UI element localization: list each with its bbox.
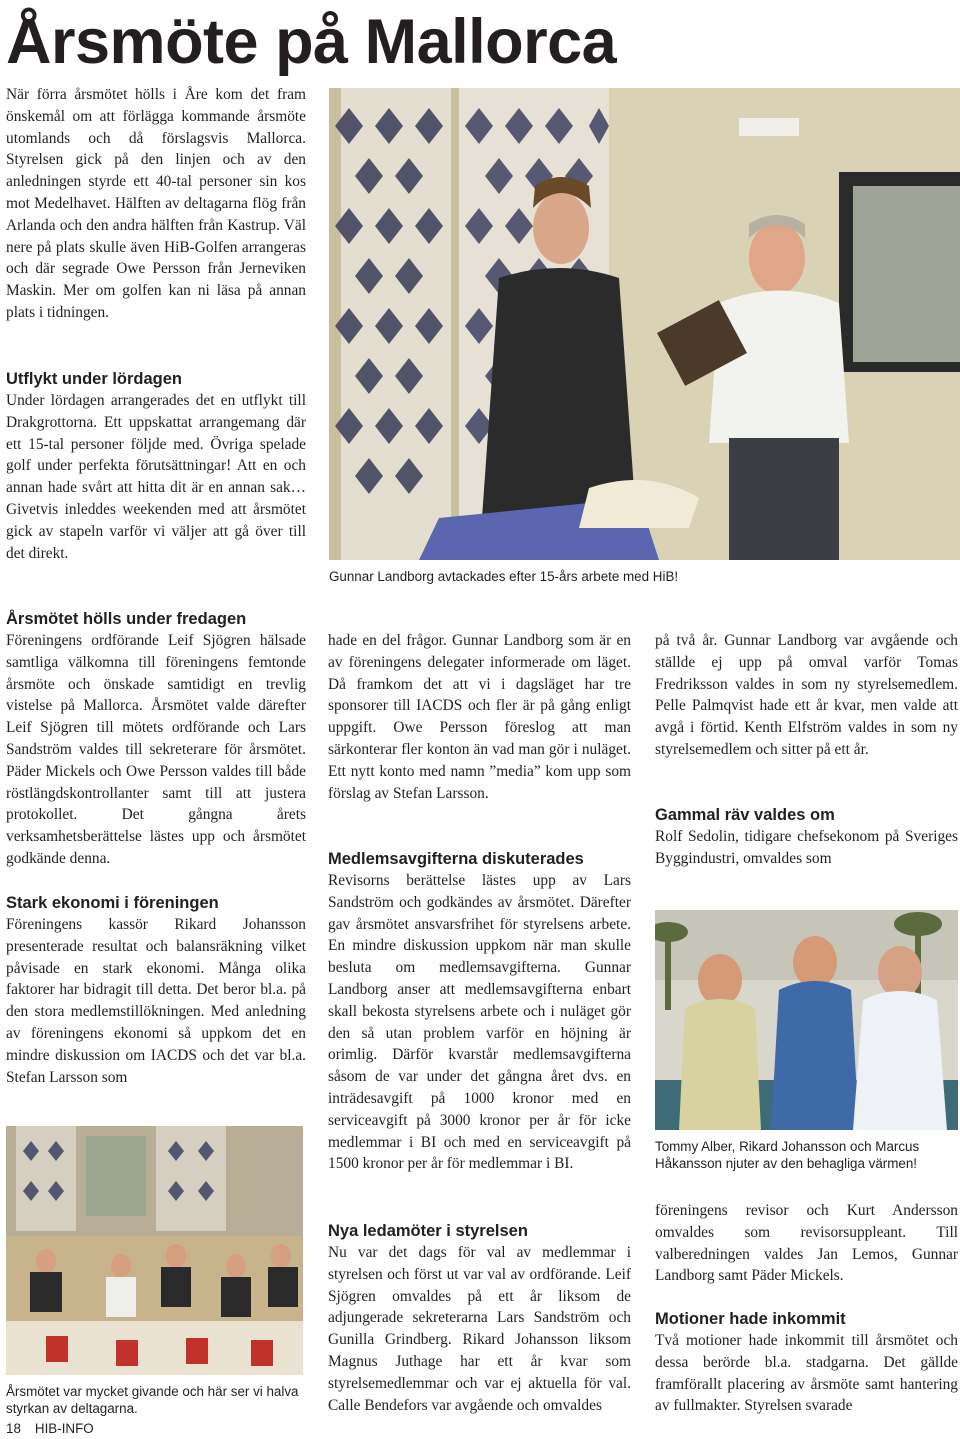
section-ledamoter	[328, 1220, 631, 1416]
section-motioner	[655, 1308, 958, 1417]
section-heading: Utflykt under lördagen	[6, 370, 183, 388]
section-text: Under lördagen arrangerades det en utflykt till Drakgrottorna. Ett uppskattat arrangemang där ett 15-tal personer följde med. Övriga spelade golf under perfekta förutsättningar! Att en och annan hade svårt att hitta dit är en annan sak… Givetvis inleddes weekenden med att årsmötet gick av stapeln varför vi väljer att gå över till det direkt.	[6, 392, 306, 562]
section-medlemsavgifter	[328, 848, 631, 1175]
section-heading: Nya ledamöter i styrelsen	[328, 1222, 528, 1240]
section-gammal	[655, 804, 958, 870]
section-text: Revisorns berättelse lästes upp av Lars Sandström och godkändes av årsmötet. Därefter gav årsmötet ansvarsfrihet för styrelsens arbete. En mindre diskussion uppkom när man skulle besluta om medlemsavgifterna. Gunnar Landborg anser att medlemsavgifterna enbart skall bekosta styrelsens arbete och i nuläget gör den så utan problem varför en höjning är orimlig. Därför kvarstår medlemsavgifterna såsom de var under det gångna året dvs. en inträdesavgift på 1000 kronor med en serviceavgift på 3000 kronor per år för icke medlemmar i BI och med en serviceavgift på 1500 kronor per år för medlemmar i BI.	[328, 872, 631, 1173]
section-heading: Medlemsavgifterna diskuterades	[328, 850, 584, 868]
group-photo	[655, 910, 958, 1130]
section-text: Föreningens kassör Rikard Johansson presenterade resultat och balansräkning vilket påvisade en stark ekonomi. Många olika faktorer har bidragit till detta. Det beror bl.a. på den stora medlemstillökningen. Med anledning av föreningens ekonomi så uppkom det en mindre diskussion om IACDS och det var bl.a. Stefan Larsson som	[6, 916, 306, 1086]
intro-paragraph: När förra årsmötet hölls i Åre kom det fram önskemål om att förlägga kommande årsmöte utomlands och då förslagsvis Mallorca. Styrelsen gick på den linjen och av den anledningen styrde ett 40-tal personer sin kos mot Medelhavet. Hälften av deltagarna flög från Arlanda och den andra hälften från Kastrup. Väl nere på plats skulle även HiB-Golfen arrangeras och där segrade Owe Persson från Jerneviken Maskin. Mer om golfen kan ni läsa på annan plats i tidningen.	[6, 86, 306, 321]
meeting-photo	[6, 1126, 303, 1375]
column-3-intro	[655, 630, 958, 761]
section-text: hade en del frågor. Gunnar Landborg som är en av föreningens delegater informerade om läget. Då framkom det att vi i dagsläget har tre sponsorer till IACDS och fler är på gång enligt uppgift. Owe Persson föreslog att man särkonterar fler konton än vad man gör i nuläget. Ett nytt konto med namn ”media” kom upp som förslag av Stefan Larsson.	[328, 632, 631, 802]
section-utflykt	[6, 368, 306, 564]
section-fredagen	[6, 608, 306, 870]
group-photo-caption: Tommy Alber, Rikard Johansson och Marcus Håkansson njuter av den behagliga värmen!	[655, 1139, 920, 1171]
meeting-photo-caption: Årsmötet var mycket givande och här ser vi halva styrkan av deltagarna.	[6, 1384, 299, 1416]
main-photo	[329, 88, 960, 560]
publication-name: HIB-INFO	[34, 1421, 94, 1436]
section-ekonomi	[6, 892, 306, 1088]
section-text: Två motioner hade inkommit till årsmötet och dessa berörde bl.a. stadgarna. Det gällde framförallt placering av årsmöte samt hantering av fullmakter. Styrelsen svarade	[655, 1332, 958, 1415]
intro-column	[6, 84, 306, 324]
section-text: Nu var det dags för val av medlemmar i styrelsen och först ut var val av ordförande. Leif Sjögren omvaldes på ett år liksom de adjungerade sekreterarna Lars Sandström och Gunilla Grindberg. Rikard Johansson liksom Magnus Juthage har ett år kvar som styrelsemedlemmar och var ej aktuella för val. Calle Bendefors var avgående och omvaldes	[328, 1244, 631, 1414]
section-text: på två år. Gunnar Landborg var avgående och ställde ej upp på omval varför Tomas Fredriksson valdes in som ny styrelsemedlem. Pelle Palmqvist hade ett år kvar, men valde att avgå i förtid. Kenth Elfström valdes in som ny styrelsemedlem och sitter på ett år.	[655, 632, 958, 758]
page-footer	[6, 1420, 94, 1438]
page-number: 18	[6, 1421, 21, 1436]
page-title: Årsmöte på Mallorca	[6, 7, 617, 77]
section-text: Rolf Sedolin, tidigare chefsekonom på Sveriges Byggindustri, omvaldes som	[655, 828, 958, 867]
main-photo-caption: Gunnar Landborg avtackades efter 15-års arbete med HiB!	[329, 569, 679, 584]
section-text: föreningens revisor och Kurt Andersson omvaldes som revisorsuppleant. Till valberedningen valdes Jan Lemos, Gunnar Landborg samt Päder Mickels.	[655, 1202, 958, 1285]
section-heading: Gammal räv valdes om	[655, 806, 835, 824]
section-heading: Årsmötet hölls under fredagen	[6, 610, 247, 628]
section-heading: Motioner hade inkommit	[655, 1310, 846, 1328]
column-2-intro	[328, 630, 631, 804]
section-text: Föreningens ordförande Leif Sjögren hälsade samtliga välkomna till föreningens femtonde årsmöte och önskade samtidigt en trevlig vistelse på Mallorca. Årsmötet valde därefter Leif Sjögren till mötets ordförande och Lars Sandström valdes till sekreterare för årsmötet. Päder Mickels och Owe Persson valdes till både röstlängdskontrollanter samt till att justera protokollet. Det gångna årets verksamhetsberättelse lästes upp och årsmötet godkände denna.	[6, 632, 306, 867]
section-heading: Stark ekonomi i föreningen	[6, 894, 219, 912]
column-3-continued	[655, 1200, 958, 1287]
